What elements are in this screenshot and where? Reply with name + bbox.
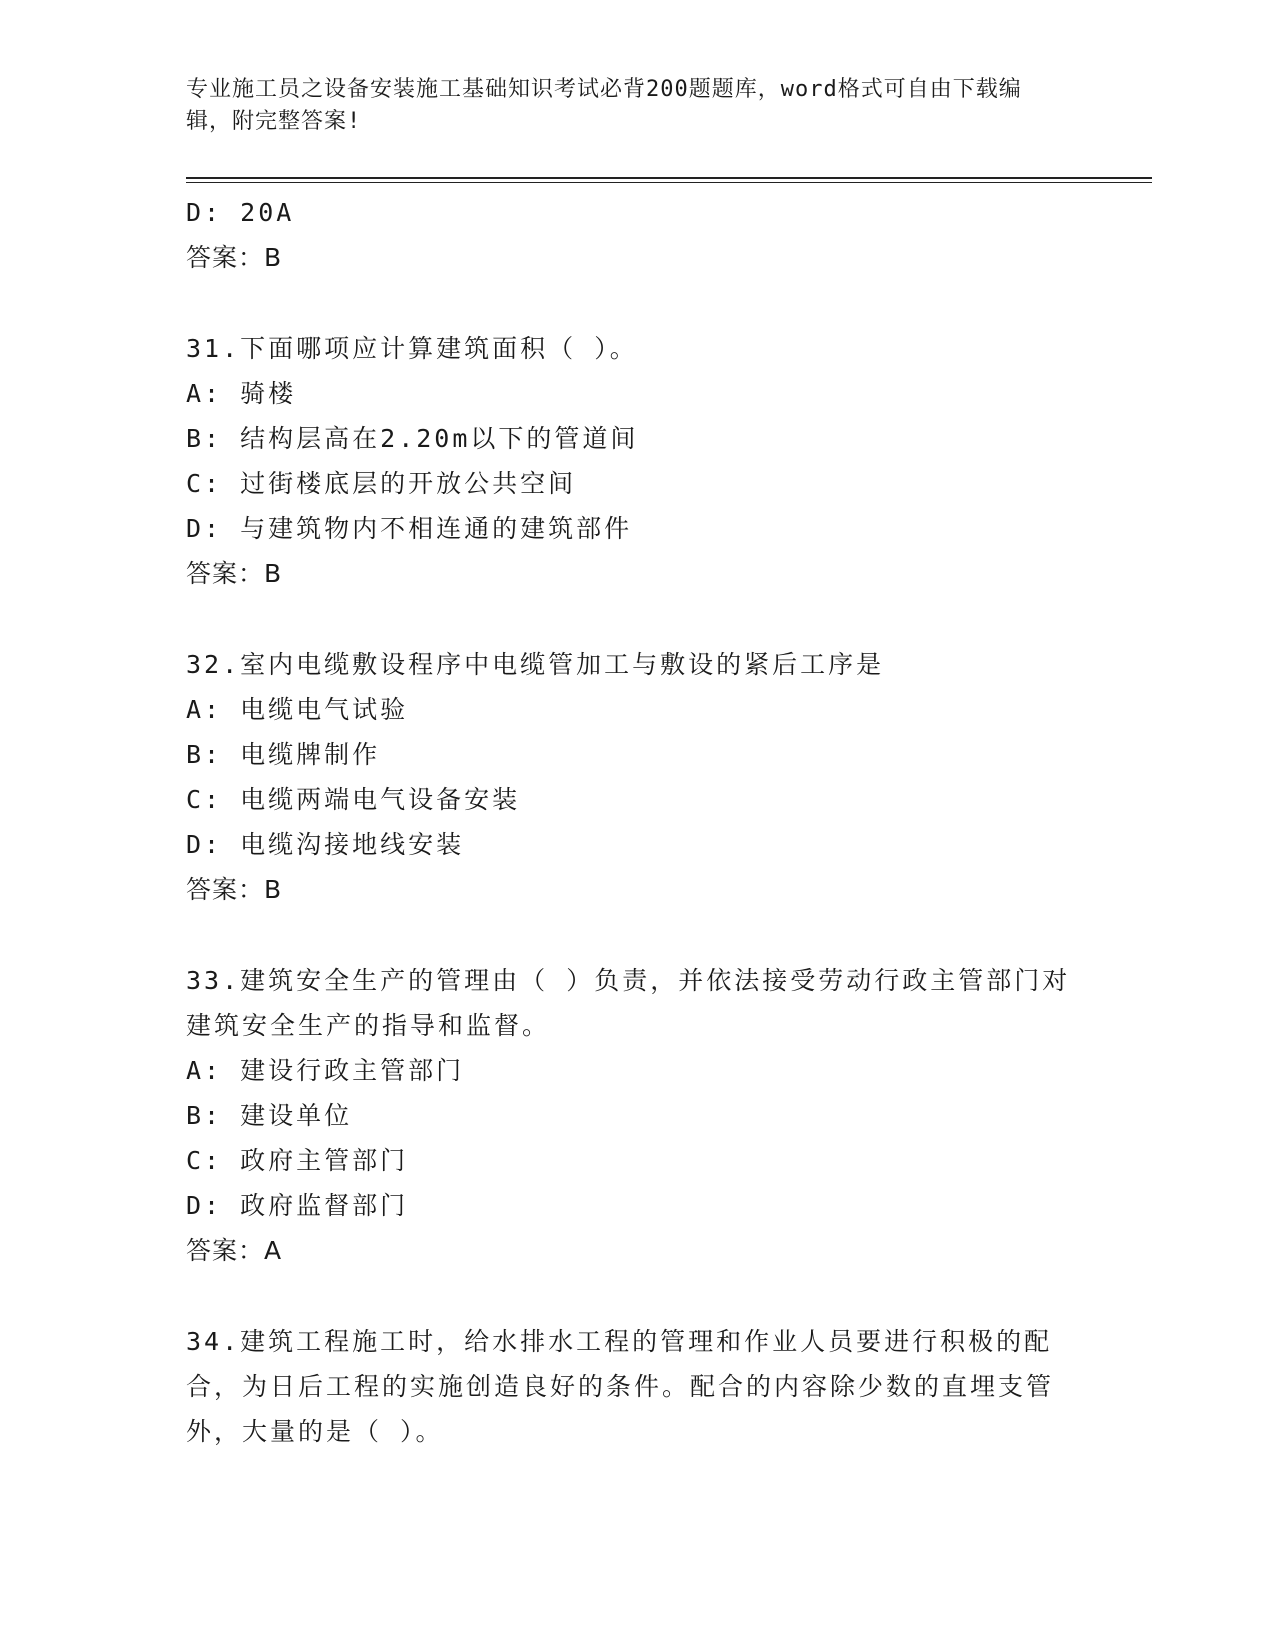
question-stem: 33.建筑安全生产的管理由（ ）负责，并依法接受劳动行政主管部门对建筑安全生产的指导和监督。	[186, 966, 1071, 1040]
answer: 答案：B	[186, 559, 283, 588]
question-stem: 34.建筑工程施工时，给水排水工程的管理和作业人员要进行积极的配合，为日后工程的实施创造良好的条件。配合的内容除少数的直埋支管外，大量的是（ ）。	[186, 1327, 1055, 1446]
question-stem: 31.下面哪项应计算建筑面积（ ）。	[186, 334, 638, 363]
answer: 答案：A	[186, 1236, 283, 1265]
option-d: D: 政府监督部门	[186, 1191, 409, 1220]
option-b: B: 电缆牌制作	[186, 740, 381, 769]
answer: 答案：B	[186, 875, 283, 904]
header-rule-thick	[186, 177, 1152, 179]
option-c: C: 过街楼底层的开放公共空间	[186, 469, 577, 498]
option-d: D: 与建筑物内不相连通的建筑部件	[186, 514, 633, 543]
option-d: D: 电缆沟接地线安装	[186, 830, 465, 859]
prev-option-d: D: 20A	[186, 198, 295, 227]
question-34	[186, 1319, 1086, 1454]
question-32	[186, 642, 1086, 912]
prev-answer: 答案：B	[186, 243, 283, 272]
question-list	[186, 190, 1086, 1454]
question-33	[186, 958, 1086, 1273]
option-a: A: 骑楼	[186, 379, 297, 408]
option-c: C: 政府主管部门	[186, 1146, 409, 1175]
option-a: A: 电缆电气试验	[186, 695, 409, 724]
question-31	[186, 326, 1086, 596]
document-header: 专业施工员之设备安装施工基础知识考试必背200题题库，word格式可自由下载编辑，附完整答案!	[186, 77, 1022, 134]
question-stem: 32.室内电缆敷设程序中电缆管加工与敷设的紧后工序是	[186, 650, 885, 679]
option-a: A: 建设行政主管部门	[186, 1056, 465, 1085]
header-rule-thin	[186, 182, 1152, 183]
option-b: B: 建设单位	[186, 1101, 353, 1130]
option-c: C: 电缆两端电气设备安装	[186, 785, 521, 814]
option-b: B: 结构层高在2.20m以下的管道间	[186, 424, 639, 453]
